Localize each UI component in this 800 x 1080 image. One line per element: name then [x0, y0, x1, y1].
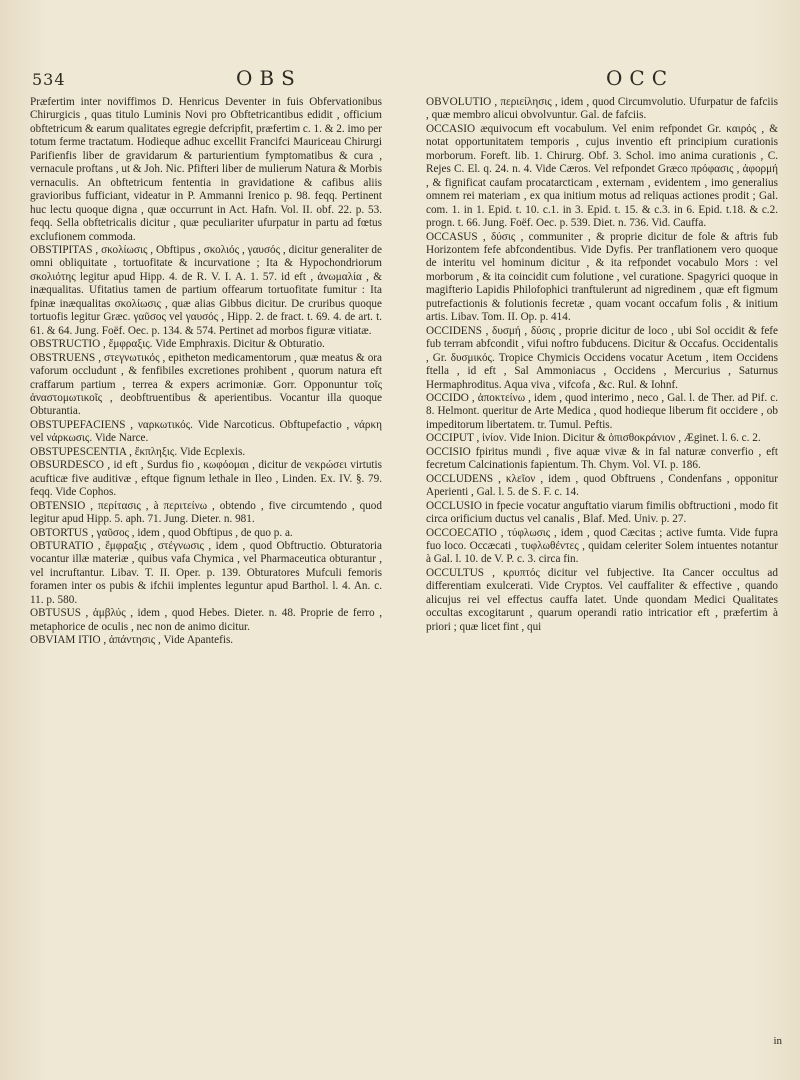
entry-occido: OCCIDO , ἀποκτείνω , idem , quod interimo , neco , Gal. l. de Ther. ad Pif. c. 8. Helmont. queritur de Arte Medica , quod hodieque liberum fit occidere , ob impeditorum libertatem. tr. Tumul. Peftis. [426, 391, 778, 431]
entry-occidens: OCCIDENS , δυσμή , δύσις , proprie dicitur de loco , ubi Sol occidit & fefe fub terram abfcondit , vifui noftro fubducens. Dicitur & Occafus. Occidentalis , Gr. δυσμικός. Tropice Chymicis Occidens vocatur Acetum , item Occidens ftella , id eft , Sal Ammoniacus , Occidens , Mercurius , Saturnus Hermaphroditus. Aqua viva , vifcofa , &c. Rul. & Iohnf. [426, 324, 778, 391]
catchword: in [773, 1035, 782, 1047]
entry-occasio: OCCASIO æquivocum eft vocabulum. Vel enim refpondet Gr. καιρός , & notat opportunitatem temporis , cujus inventio eft principium curationis morborum. Foreft. lib. 1. Chirurg. Obf. 3. Schol. imo anima curationis , C. Rejes C. El. q. 24. n. 4. Vide Cæros. Vel refpondet Græco πρόφασις , ἀφορμή , & fignificat caufam procatarcticam , externam , evidentem , imo generalius omnem rei materiam , ex qua initium motus ad reliquas actiones prodit ; Gal. com. 1. in 1. Epid. t. 10. c.1. in 3. Epid. t. 15. & c.3. in 6. Epid. t.18. & c.2. progn. t. 66. Jung. Foëf. Oec. p. 539. Diet. n. 736. Vid. Cauffa. [426, 122, 778, 230]
entry-occiput: OCCIPUT , ἰνίον. Vide Inion. Dicitur & ὀπισθοκράνιον , Æginet. l. 6. c. 2. [426, 432, 761, 445]
entry-obturatio: OBTURATIO , ἔμφραξις , στέγνωσις , idem , quod Obftructio. Obturatoria vocantur illæ materiæ , quibus vafa Chymica , vel Pharmaceutica obturantur , vel incruftantur. Libav. T. II. Oper. p. 139. Obturatores Mufculi femoris foramen inter os pubis & ifchii implentes leguntur apud Barthol. l. 4. An. c. 11. p. 580. [30, 539, 382, 606]
entry-obstructio: OBSTRUCTIO , ἔμφραξις. Vide Emphraxis. Dicitur & Obturatio. [30, 338, 325, 351]
page-number: 534 [32, 70, 66, 89]
entry-obstupefaciens: OBSTUPEFACIENS , ναρκωτικός. Vide Narcoticus. Obftupefactio , νάρκη vel νάρκωσις. Vide Narce. [30, 418, 382, 445]
entry-obviam-itio: OBVIAM ITIO , ἀπάντησις , Vide Apantefis. [30, 634, 234, 647]
entry-obstruens: OBSTRUENS , στεγνωτικός , epitheton medicamentorum , quæ meatus & ora vaforum occludunt , & fenfibiles excretiones prohibent , quorum natura eft craffarum partium , terrea & expers acrimoniæ. Gorr. Opponuntur τοῖς ἀναστομωτικοῖς , deobftruentibus & aperientibus. Vocantur illa quoque Obturantia. [30, 351, 382, 418]
entry-occisio: OCCISIO fpiritus mundi , five aquæ vivæ & in fal naturæ converfio , eft fecretum Calcinationis fapientum. Th. Chym. Vol. VI. p. 186. [426, 445, 778, 472]
entry-occlusio: OCCLUSIO in fpecie vocatur anguftatio viarum fimilis obftructioni , modo fit circa orificium ductus vel canalis , Blaf. Med. Univ. p. 27. [426, 499, 778, 526]
entry-occoecatio: OCCOECATIO , τύφλωσις , idem , quod Cæcitas ; active fumta. Vide fupra fuo loco. Occæcati , τυφλωθέντες , quidam celeriter Solem intuentes notantur à Gal. l. 10. de V. P. c. 3. circa fin. [426, 526, 778, 566]
entry-occasus: OCCASUS , δύσις , communiter , & proprie dicitur de fole & aftris fub Horizontem fefe abfcondentibus. Vide Dyfis. Per tranflationem vero quoque de interitu vel hominum dicitur , & ita refpondet vocabulo Mors : vel morborum , & ita coincidit cum folutione , vel curatione. Spagyrici quoque in magifterio Lapidis Philofophici tranftulerunt ad nigredinem , quæ eft figmum putrefactionis & folutionis fecretæ , quam vocant occafum folis , & initium artis. Libav. Tom. II. Op. p. 414. [426, 230, 778, 324]
right-column [426, 96, 778, 634]
entry-paragraph: Præfertim inter noviffimos D. Henricus Deventer in fuis Obfervationibus Chirurgicis , quas titulo Luminis Novi pro Obftetricantibus edidit , officium obftetricum & earum qualitates egregie defcripfit, præfertim c. 1. & 2. imo per totum ferme tractatum. Hodieque adhuc excellit Francifci Mauriceau Chirurgi Parifienfis liber de gravidarum & parturientium fymptomatibus & cura , vernacule proftans , ut & Joh. Nic. Pfifteri liber de mulierum Natura & Morbis vernaculis. An obftetricum fententia in gravidatione & cafibus aliis gravioribus fufficiant, videatur in P. Ammanni Irenico p. 98. feqq. Pertinent huc lectu quoque digna , quæ occurrunt in Act. Hafn. Vol. II. obf. 22. p. 53. feqq. Sella obftetricalis dicitur , quæ peculiariter ufurpatur in partu ad fœtus exclufionem commoda. [30, 96, 382, 243]
entry-obtortus: OBTORTUS , γαῦσος , idem , quod Obftipus , de quo p. a. [30, 526, 293, 539]
entry-obsurdesco: OBSURDESCO , id eft , Surdus fio , κωφόομαι , dicitur de νεκρώσει virtutis acufticæ five auditivæ , eftque fignum lethale in Ileo , Linden. Ex. IV. §. 79. feqq. Vide Cophos. [30, 459, 382, 499]
entry-obtusus: OBTUSUS , ἀμβλύς , idem , quod Hebes. Dieter. n. 48. Proprie de ferro , metaphorice de oculis , nec non de animo dicitur. [30, 607, 382, 633]
entry-obstupescentia: OBSTUPESCENTIA , ἔκπληξις. Vide Ecplexis. [30, 445, 246, 458]
left-column [30, 96, 382, 648]
entry-obstipitas: OBSTIPITAS , σκολίωσις , Obftipus , σκολιός , γαυσός , dicitur generaliter de omni obliquitate , tortuofitate & incurvatione ; Ita & Hypochondriorum σκολιότης legitur apud Hipp. 4. de R. V. I. A. 1. 57. id eft , ἀνωμαλία , & inæqualitas. Ufitatius tamen de partium offearum tortuofitate fumitur : Ita fpinæ inæqualitas σκολίωσις , quæ alias Gibbus dicitur. De cruribus quoque tortuofis legitur Græc. γαῦσος vel γαυσός , Hipp. 2. de fract. t. 69. 4. de art. t. 61. & 64. Jung. Foëf. Oec. p. 134. & 574. Pertinet ad morbos figuræ vitiatæ. [30, 243, 382, 337]
running-head-left: OBS [236, 66, 302, 90]
entry-obvolutio: OBVOLUTIO , περιείλησις , idem , quod Circumvolutio. Ufurpatur de fafciis , quæ membro alicui obvolvuntur. Gal. de fafciis. [426, 96, 778, 122]
entry-occludens: OCCLUDENS , κλεῖον , idem , quod Obftruens , Condenfans , opponitur Aperienti , Gal. l. 5. de S. F. c. 14. [426, 472, 778, 499]
entry-occultus: OCCULTUS , κρυπτός dicitur vel fubjective. Ita Cancer occultus ad differentiam exulcerati. Vide Cryptos. Vel cauffaliter & effective , quando alicujus rei vel effectus cauffa latet. Unde quondam Medici Qualitates occultas excogitarunt , quarum operandi ratio intricatior eft , præfertim à priori ; quæ licet fint , qui [426, 566, 778, 633]
page-header [22, 64, 778, 94]
running-head-right: OCC [606, 66, 675, 90]
entry-obtensio: OBTENSIO , περίτασις , à περιτείνω , obtendo , five circumtendo , quod legitur apud Hipp. 5. aph. 71. Jung. Dieter. n. 981. [30, 499, 382, 526]
